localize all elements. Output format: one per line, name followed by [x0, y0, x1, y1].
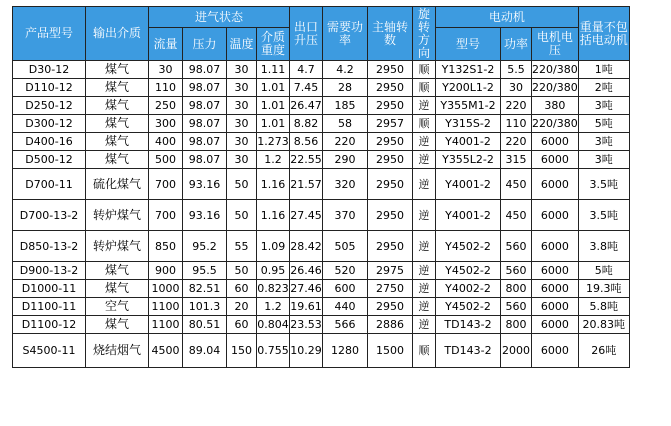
cell-voltage: 6000 [532, 200, 579, 231]
cell-motor-model: TD143-2 [436, 334, 501, 368]
cell-medium: 煤气 [86, 115, 149, 133]
cell-temperature: 55 [227, 231, 257, 262]
cell-temperature: 20 [227, 298, 257, 316]
cell-flow: 300 [149, 115, 183, 133]
cell-pressure: 98.07 [183, 115, 227, 133]
cell-model: D850-13-2 [13, 231, 86, 262]
cell-gravity: 1.2 [257, 298, 290, 316]
cell-power: 370 [323, 200, 368, 231]
cell-weight: 3.5吨 [578, 169, 629, 200]
header-model: 产品型号 [13, 7, 86, 61]
cell-motor-model: Y4001-2 [436, 169, 501, 200]
cell-model: S4500-11 [13, 334, 86, 368]
cell-rotation: 逆 [413, 133, 436, 151]
cell-weight: 5吨 [578, 115, 629, 133]
cell-medium: 硫化煤气 [86, 169, 149, 200]
cell-speed: 2886 [368, 316, 413, 334]
cell-pressure: 98.07 [183, 61, 227, 79]
cell-speed: 2975 [368, 262, 413, 280]
table-body [13, 61, 630, 368]
cell-medium: 转炉煤气 [86, 231, 149, 262]
cell-speed: 2950 [368, 61, 413, 79]
cell-rotation: 顺 [413, 334, 436, 368]
cell-voltage: 6000 [532, 280, 579, 298]
cell-motor-model: Y4502-2 [436, 298, 501, 316]
cell-weight: 3吨 [578, 133, 629, 151]
cell-motor-power: 800 [501, 316, 532, 334]
cell-outlet: 26.46 [290, 262, 323, 280]
cell-rotation: 逆 [413, 97, 436, 115]
cell-model: D700-13-2 [13, 200, 86, 231]
cell-flow: 700 [149, 200, 183, 231]
cell-flow: 4500 [149, 334, 183, 368]
cell-model: D30-12 [13, 61, 86, 79]
cell-motor-model: Y4002-2 [436, 280, 501, 298]
cell-motor-power: 560 [501, 298, 532, 316]
cell-outlet: 8.56 [290, 133, 323, 151]
cell-model: D300-12 [13, 115, 86, 133]
cell-motor-power: 560 [501, 262, 532, 280]
cell-gravity: 1.2 [257, 151, 290, 169]
cell-weight: 19.3吨 [578, 280, 629, 298]
cell-motor-model: Y4502-2 [436, 231, 501, 262]
cell-motor-model: TD143-2 [436, 316, 501, 334]
cell-gravity: 0.823 [257, 280, 290, 298]
table-row [13, 231, 630, 262]
table-row [13, 61, 630, 79]
cell-outlet: 26.47 [290, 97, 323, 115]
cell-temperature: 30 [227, 79, 257, 97]
cell-voltage: 6000 [532, 151, 579, 169]
cell-gravity: 0.755 [257, 334, 290, 368]
cell-power: 440 [323, 298, 368, 316]
header-weight: 重量不包括电动机 [578, 7, 629, 61]
cell-power: 600 [323, 280, 368, 298]
cell-gravity: 0.804 [257, 316, 290, 334]
cell-outlet: 19.61 [290, 298, 323, 316]
cell-medium: 烧结烟气 [86, 334, 149, 368]
cell-model: D110-12 [13, 79, 86, 97]
cell-model: D1000-11 [13, 280, 86, 298]
cell-outlet: 27.46 [290, 280, 323, 298]
cell-motor-power: 5.5 [501, 61, 532, 79]
cell-motor-power: 315 [501, 151, 532, 169]
cell-pressure: 98.07 [183, 79, 227, 97]
cell-medium: 煤气 [86, 133, 149, 151]
cell-flow: 400 [149, 133, 183, 151]
table-row [13, 97, 630, 115]
table-row [13, 151, 630, 169]
cell-flow: 700 [149, 169, 183, 200]
cell-flow: 1100 [149, 316, 183, 334]
cell-flow: 1100 [149, 298, 183, 316]
cell-speed: 2950 [368, 231, 413, 262]
cell-voltage: 6000 [532, 298, 579, 316]
header-flow: 流量 [149, 28, 183, 61]
cell-temperature: 60 [227, 316, 257, 334]
cell-voltage: 220/380 [532, 115, 579, 133]
cell-weight: 1吨 [578, 61, 629, 79]
cell-pressure: 93.16 [183, 200, 227, 231]
cell-motor-power: 2000 [501, 334, 532, 368]
cell-pressure: 95.2 [183, 231, 227, 262]
cell-flow: 250 [149, 97, 183, 115]
cell-motor-model: Y355M1-2 [436, 97, 501, 115]
header-pressure: 压力 [183, 28, 227, 61]
header-motor-voltage: 电机电压 [532, 28, 579, 61]
cell-voltage: 6000 [532, 231, 579, 262]
cell-medium: 煤气 [86, 280, 149, 298]
cell-motor-model: Y4001-2 [436, 200, 501, 231]
cell-medium: 煤气 [86, 61, 149, 79]
cell-medium: 煤气 [86, 97, 149, 115]
cell-motor-model: Y200L1-2 [436, 79, 501, 97]
cell-outlet: 22.55 [290, 151, 323, 169]
cell-voltage: 6000 [532, 133, 579, 151]
cell-power: 520 [323, 262, 368, 280]
table-row [13, 133, 630, 151]
cell-model: D1100-11 [13, 298, 86, 316]
cell-outlet: 7.45 [290, 79, 323, 97]
table-row [13, 280, 630, 298]
cell-medium: 煤气 [86, 151, 149, 169]
header-outlet: 出口升压 [290, 7, 323, 61]
cell-outlet: 28.42 [290, 231, 323, 262]
cell-speed: 2950 [368, 151, 413, 169]
cell-motor-model: Y4502-2 [436, 262, 501, 280]
cell-power: 505 [323, 231, 368, 262]
cell-outlet: 21.57 [290, 169, 323, 200]
cell-temperature: 150 [227, 334, 257, 368]
cell-speed: 2950 [368, 97, 413, 115]
cell-outlet: 23.53 [290, 316, 323, 334]
cell-gravity: 1.01 [257, 79, 290, 97]
cell-weight: 3.5吨 [578, 200, 629, 231]
cell-rotation: 逆 [413, 280, 436, 298]
header-motor-model: 型号 [436, 28, 501, 61]
cell-gravity: 0.95 [257, 262, 290, 280]
cell-weight: 2吨 [578, 79, 629, 97]
cell-rotation: 顺 [413, 115, 436, 133]
header-speed: 主轴转数 [368, 7, 413, 61]
cell-medium: 空气 [86, 298, 149, 316]
cell-gravity: 1.273 [257, 133, 290, 151]
cell-model: D900-13-2 [13, 262, 86, 280]
cell-power: 4.2 [323, 61, 368, 79]
cell-rotation: 逆 [413, 200, 436, 231]
cell-flow: 30 [149, 61, 183, 79]
cell-weight: 5.8吨 [578, 298, 629, 316]
cell-medium: 煤气 [86, 316, 149, 334]
cell-rotation: 逆 [413, 298, 436, 316]
cell-power: 185 [323, 97, 368, 115]
cell-weight: 3吨 [578, 151, 629, 169]
cell-motor-power: 30 [501, 79, 532, 97]
cell-medium: 煤气 [86, 79, 149, 97]
cell-motor-power: 560 [501, 231, 532, 262]
cell-weight: 5吨 [578, 262, 629, 280]
cell-model: D400-16 [13, 133, 86, 151]
cell-pressure: 101.3 [183, 298, 227, 316]
cell-rotation: 顺 [413, 79, 436, 97]
table-row [13, 169, 630, 200]
header-intake: 进气状态 [149, 7, 290, 28]
table-row [13, 298, 630, 316]
cell-flow: 850 [149, 231, 183, 262]
cell-speed: 2950 [368, 200, 413, 231]
cell-medium: 转炉煤气 [86, 200, 149, 231]
cell-power: 320 [323, 169, 368, 200]
cell-voltage: 6000 [532, 262, 579, 280]
cell-temperature: 30 [227, 115, 257, 133]
table-row [13, 79, 630, 97]
cell-rotation: 逆 [413, 151, 436, 169]
table-row [13, 334, 630, 368]
cell-model: D1100-12 [13, 316, 86, 334]
cell-temperature: 50 [227, 169, 257, 200]
cell-power: 58 [323, 115, 368, 133]
cell-voltage: 220/380 [532, 61, 579, 79]
cell-speed: 2750 [368, 280, 413, 298]
cell-flow: 110 [149, 79, 183, 97]
cell-rotation: 逆 [413, 231, 436, 262]
cell-flow: 900 [149, 262, 183, 280]
cell-model: D500-12 [13, 151, 86, 169]
cell-motor-model: Y4001-2 [436, 133, 501, 151]
cell-temperature: 30 [227, 97, 257, 115]
cell-temperature: 50 [227, 200, 257, 231]
cell-temperature: 30 [227, 133, 257, 151]
header-gravity: 介质重度 [257, 28, 290, 61]
cell-power: 290 [323, 151, 368, 169]
cell-pressure: 95.5 [183, 262, 227, 280]
cell-gravity: 1.16 [257, 169, 290, 200]
cell-medium: 煤气 [86, 262, 149, 280]
cell-motor-model: Y132S1-2 [436, 61, 501, 79]
cell-motor-power: 110 [501, 115, 532, 133]
cell-motor-power: 220 [501, 97, 532, 115]
cell-temperature: 50 [227, 262, 257, 280]
cell-voltage: 6000 [532, 316, 579, 334]
cell-temperature: 30 [227, 61, 257, 79]
table-row [13, 316, 630, 334]
cell-rotation: 逆 [413, 262, 436, 280]
cell-speed: 1500 [368, 334, 413, 368]
header-power: 需要功率 [323, 7, 368, 61]
cell-pressure: 93.16 [183, 169, 227, 200]
cell-pressure: 80.51 [183, 316, 227, 334]
cell-gravity: 1.01 [257, 115, 290, 133]
cell-pressure: 98.07 [183, 151, 227, 169]
cell-motor-model: Y315S-2 [436, 115, 501, 133]
cell-speed: 2950 [368, 133, 413, 151]
cell-voltage: 380 [532, 97, 579, 115]
fan-spec-table [12, 6, 630, 368]
cell-rotation: 顺 [413, 61, 436, 79]
cell-motor-model: Y355L2-2 [436, 151, 501, 169]
cell-weight: 3.8吨 [578, 231, 629, 262]
cell-motor-power: 450 [501, 200, 532, 231]
cell-motor-power: 800 [501, 280, 532, 298]
cell-pressure: 82.51 [183, 280, 227, 298]
cell-power: 1280 [323, 334, 368, 368]
header-motor: 电动机 [436, 7, 579, 28]
cell-rotation: 逆 [413, 169, 436, 200]
header-motor-power: 功率 [501, 28, 532, 61]
cell-voltage: 6000 [532, 169, 579, 200]
cell-weight: 3吨 [578, 97, 629, 115]
header-temperature: 温度 [227, 28, 257, 61]
cell-motor-power: 220 [501, 133, 532, 151]
cell-gravity: 1.09 [257, 231, 290, 262]
cell-flow: 1000 [149, 280, 183, 298]
cell-outlet: 27.45 [290, 200, 323, 231]
cell-weight: 26吨 [578, 334, 629, 368]
cell-power: 28 [323, 79, 368, 97]
cell-power: 566 [323, 316, 368, 334]
table-row [13, 200, 630, 231]
cell-pressure: 98.07 [183, 133, 227, 151]
cell-pressure: 89.04 [183, 334, 227, 368]
cell-outlet: 4.7 [290, 61, 323, 79]
cell-speed: 2950 [368, 169, 413, 200]
cell-weight: 20.83吨 [578, 316, 629, 334]
cell-motor-power: 450 [501, 169, 532, 200]
cell-model: D700-11 [13, 169, 86, 200]
header-rotation: 旋转方向 [413, 7, 436, 61]
cell-outlet: 10.29 [290, 334, 323, 368]
cell-voltage: 6000 [532, 334, 579, 368]
cell-temperature: 60 [227, 280, 257, 298]
cell-gravity: 1.11 [257, 61, 290, 79]
cell-speed: 2957 [368, 115, 413, 133]
cell-model: D250-12 [13, 97, 86, 115]
header-medium: 输出介质 [86, 7, 149, 61]
cell-speed: 2950 [368, 298, 413, 316]
table-container [12, 6, 630, 368]
cell-voltage: 220/380 [532, 79, 579, 97]
table-row [13, 262, 630, 280]
cell-gravity: 1.01 [257, 97, 290, 115]
cell-outlet: 8.82 [290, 115, 323, 133]
cell-rotation: 逆 [413, 316, 436, 334]
cell-gravity: 1.16 [257, 200, 290, 231]
table-row [13, 115, 630, 133]
cell-power: 220 [323, 133, 368, 151]
cell-pressure: 98.07 [183, 97, 227, 115]
cell-temperature: 30 [227, 151, 257, 169]
cell-speed: 2950 [368, 79, 413, 97]
cell-flow: 500 [149, 151, 183, 169]
